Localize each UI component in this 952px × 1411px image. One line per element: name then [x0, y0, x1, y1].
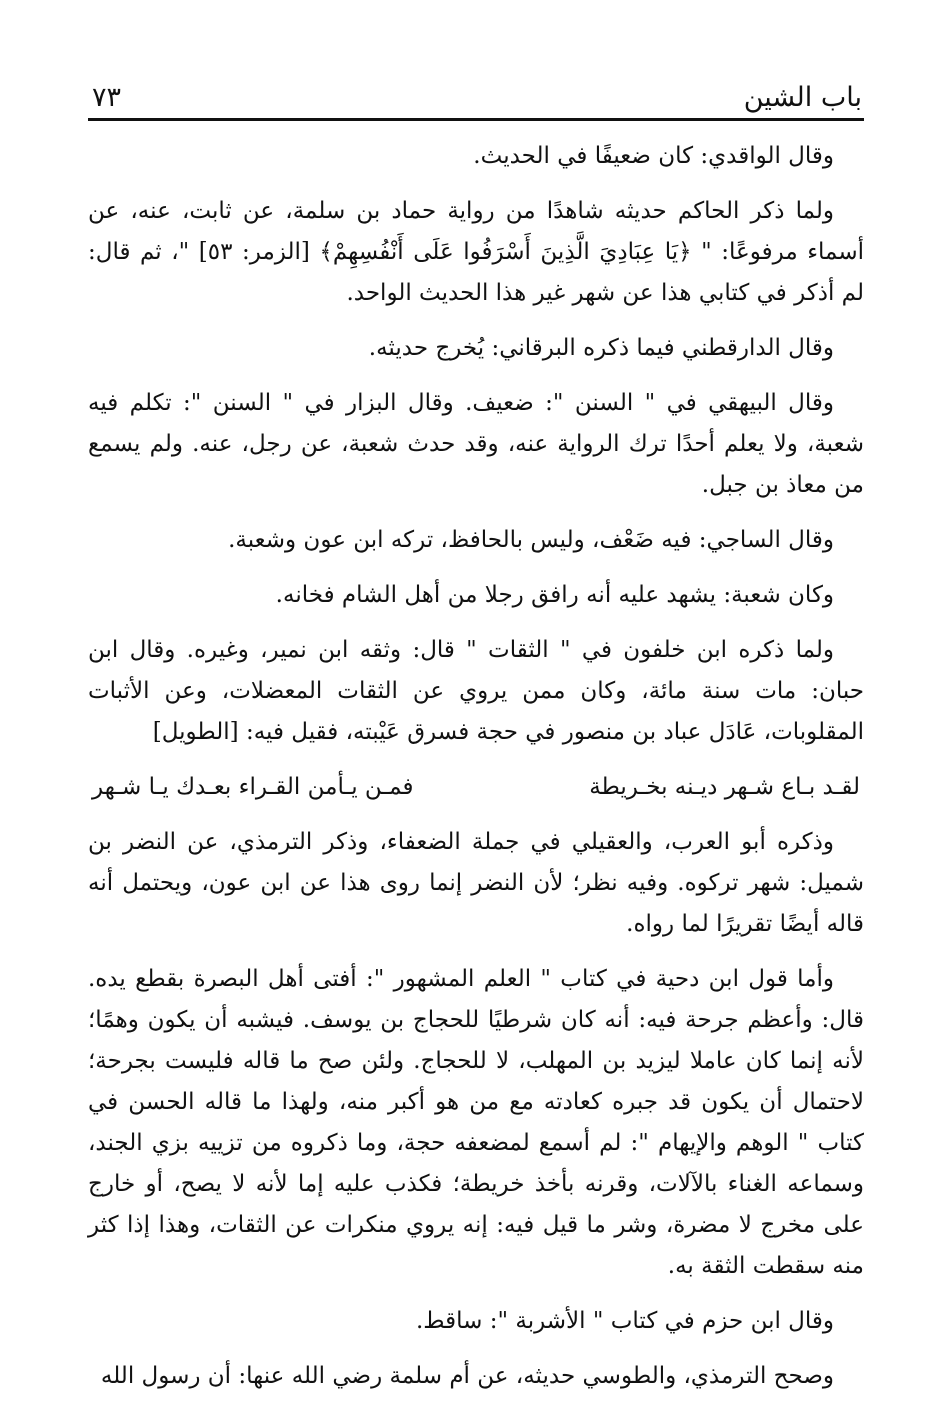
paragraph: وصحح الترمذي، والطوسي حديثه، عن أم سلمة رضي الله عنها: أن رسول الله — [100, 1363, 834, 1389]
paragraph: وكان شعبة: يشهد عليه أنه رافق رجلا من أهل الشام فخانه. — [275, 582, 834, 608]
paragraph: ولما ذكر الحاكم حديثه شاهدًا من رواية حماد بن سلمة، عن ثابت، عنه، عن أسماء مرفوعًا: " ﴿يَا عِبَادِيَ الَّذِينَ أَسْرَفُوا عَلَى أَنْفُسِهِمْ﴾ [الزمر: ٥٣] "، ثم قال: لم أذكر في كتابي هذا عن شهر غير هذا الحديث الواحد. — [88, 198, 864, 306]
paragraph: ولما ذكره ابن خلفون في " الثقات " قال: وثقه ابن نمير، وغيره. وقال ابن حبان: مات سنة مائة، وكان ممن يروي عن الثقات المعضلات، وعن الأثبات المقلوبات، عَادَل عباد بن منصور في حجة فسرق عَيْبته، فقيل فيه: [الطويل] — [88, 637, 864, 745]
paragraph: وقال ابن حزم في كتاب " الأشربة ": ساقط. — [416, 1308, 834, 1334]
paragraph: وقال الساجي: فيه ضَعْف، وليس بالحافظ، تركه ابن عون وشعبة. — [228, 527, 834, 553]
verse-second-hemistich: فمـن يـأمن القـراء بعـدك يـا شـهر — [92, 774, 414, 800]
page-number: ٧٣ — [92, 82, 122, 113]
page-header — [88, 80, 864, 121]
body-text — [88, 136, 864, 1411]
paragraph: وأما قول ابن دحية في كتاب " العلم المشهور ": أفتى أهل البصرة بقطع يده. قال: وأعظم جرحة فيه: أنه كان شرطيًا للحجاج بن يوسف. فيشبه أن يكون وهمًا؛ لأنه إنما كان عاملا ليزيد بن المهلب، لا للحجاج. ولئن صح ما قاله فليست بجرحة؛ لاحتمال أن يكون قد جبره كعادته مع من هو أكبر منه، ولهذا ما قاله الحسن في كتاب " الوهم والإيهام ": لم أسمع لمضعفه حجة، وما ذكروه من تزييه بزي الجند، وسماعه الغناء بالآلات، وقرنه بأخذ خريطة؛ فكذب عليه إما لأنه لا يصح، أو خارج على مخرج لا مضرة، وشر ما قيل فيه: إنه يروي منكرات عن الثقات، وهذا إذا كثر منه سقطت الثقة به. — [88, 966, 864, 1279]
paragraph: وقال البيهقي في " السنن ": ضعيف. وقال البزار في " السنن ": تكلم فيه شعبة، ولا يعلم أحدًا ترك الرواية عنه، وقد حدث شعبة، عن رجل، عنه. ولم يسمع من معاذ بن جبل. — [88, 390, 864, 498]
paragraph: وقال الواقدي: كان ضعيفًا في الحديث. — [473, 143, 834, 169]
paragraph: وقال الدارقطني فيما ذكره البرقاني: يُخرج حديثه. — [368, 335, 834, 361]
running-title: باب الشين — [743, 82, 862, 113]
verse-first-hemistich: لقـد بـاع شـهر ديـنه بخـريطة — [589, 774, 860, 800]
paragraph: وذكره أبو العرب، والعقيلي في جملة الضعفاء، وذكر الترمذي، عن النضر بن شميل: شهر تركوه. وفيه نظر؛ لأن النضر إنما روى هذا عن ابن عون، ويحتمل أنه قاله أيضًا تقريرًا لما رواه. — [88, 829, 864, 937]
poetry-verse — [88, 767, 864, 808]
